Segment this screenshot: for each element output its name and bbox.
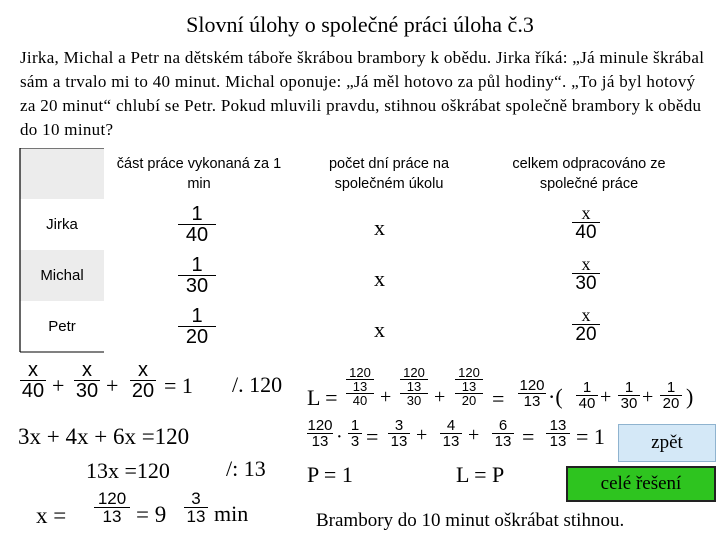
eq4-fraction-2: 3 13 [184,490,208,525]
table-part-fraction-petr: 1 20 [178,306,216,347]
table-row-name-michal: Michal [40,267,84,284]
eq2: 3x + 4x + 6x =120 [18,424,190,449]
back-button[interactable]: zpět [618,424,716,462]
table-part-fraction-jirka: 1 40 [178,204,216,245]
table-part-fraction-michal: 1 30 [178,255,216,296]
check-l2-one-third: 1 3 [348,418,362,449]
check-l2-dot: · [336,426,343,448]
check-l-plus-1: + [380,386,392,408]
eq4-unit: min [214,501,249,526]
eq1-rhs: = 1 [164,373,193,398]
page-title: Slovní úlohy o společné práci úloha č.3 [186,12,534,37]
eq3: 13x =120 [86,458,170,483]
table-total-fraction-jirka: x 40 [572,204,600,242]
check-l2-result: = 1 [576,424,605,449]
check-p: P = 1 [307,462,353,487]
table-days-jirka: x [374,215,385,240]
eq1-term-1: x 40 [21,359,45,402]
check-l-label: L = [307,385,338,410]
table-total-fraction-michal: x 30 [572,255,600,293]
check-l2-factor: 120 13 [307,417,333,450]
eq1-plus-2: + [106,373,119,398]
table-header-part: část práce vykonaná za 1 min [116,156,282,192]
check-l-factor: 120 13 [519,377,545,410]
check-l2-term-2: 4 13 [440,418,462,449]
eq4-lhs: x = [36,503,67,528]
check-l-inner-1: 1 40 [576,380,598,411]
table-header-total: celkem odpracováno ze společné práce [512,156,666,192]
check-l2-eq-2: = [522,424,535,449]
table-row-name-petr: Petr [48,318,76,335]
eq1-term-3: x 20 [131,359,155,402]
check-l-equals-p: L = P [456,462,505,487]
eq1-operation: /. 120 [232,372,283,397]
table-total-fraction-petr: x 20 [572,306,600,344]
check-l-inner-plus-2: + [642,386,654,408]
check-l-dot-open: ·( [548,384,563,409]
check-l-term-3: 120 13 20 [455,366,483,407]
table-days-petr: x [374,317,385,342]
check-l-term-2: 120 13 30 [400,366,428,407]
check-l-close: ) [686,384,694,409]
check-l-equals: = [492,386,505,411]
full-solution-button[interactable]: celé řešení [566,466,716,502]
check-l-inner-2: 1 30 [618,380,640,411]
check-l2-term-4: 13 13 [546,418,570,449]
eq1-plus-1: + [52,373,65,398]
eq3-operation: /: 13 [226,456,266,481]
check-l-inner-plus-1: + [600,386,612,408]
table-row-name-jirka: Jirka [46,216,78,233]
check-l2-term-1: 3 13 [388,418,410,449]
check-l2-eq-1: = [366,424,379,449]
conclusion-text: Brambory do 10 minut oškrábat stihnou. [316,510,625,531]
problem-text: Jirka, Michal a Petr na dětském táboře škrábou brambory k obědu. Jirka říká: „Já minule škrábal sám a trvalo mi to 40 minut. Michal oponuje: „Já měl hotovo za půl hodiny“. „To já byl hotový za 20 minut“ chlubí se Petr. Pokud mluvili pravdu, stihnou oškrábat společně brambory k obědu do 10 minut? [20,48,705,139]
check-l-inner-3: 1 20 [660,380,682,411]
table-header-days: počet dní práce na společném úkolu [328,156,450,192]
eq4-equals: = 9 [136,502,167,527]
check-l2-term-3: 6 13 [492,418,514,449]
eq4-fraction-1: 120 13 [94,490,130,525]
check-l2-plus-2: + [468,424,480,446]
check-l2-plus-1: + [416,424,428,446]
table-days-michal: x [374,266,385,291]
eq1-term-2: x 30 [75,359,99,402]
check-l-plus-2: + [434,386,446,408]
check-l-term-1: 120 13 40 [346,366,374,407]
